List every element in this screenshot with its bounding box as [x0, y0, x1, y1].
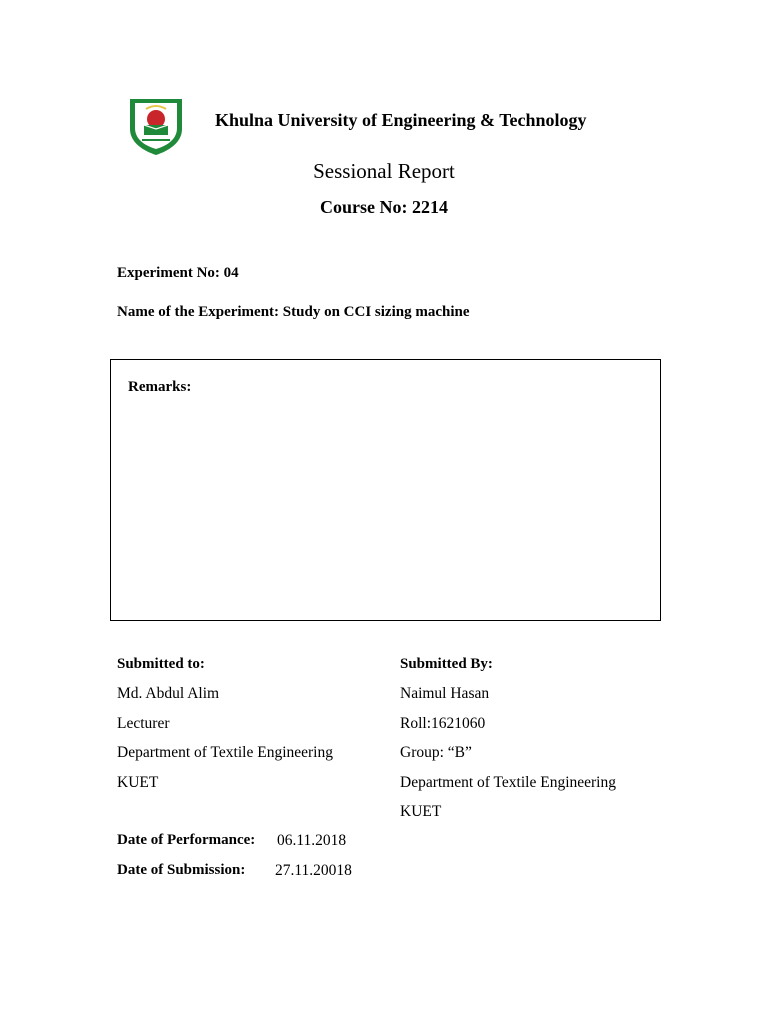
course-number: Course No: 2214 — [320, 197, 448, 217]
submitted-to-label: Submitted to: — [117, 656, 205, 672]
submitted-by-label: Submitted By: — [400, 656, 493, 672]
submitted-by-department: Department of Textile Engineering — [400, 774, 616, 791]
submitted-to-name: Md. Abdul Alim — [117, 685, 220, 702]
submitted-by-group: Group: “B” — [400, 744, 472, 761]
remarks-box — [110, 359, 661, 621]
submitted-to-department: Department of Textile Engineering — [117, 744, 333, 761]
university-name: Khulna University of Engineering & Technology — [215, 110, 587, 130]
date-of-performance-value: 06.11.2018 — [277, 832, 347, 849]
university-logo — [122, 95, 190, 157]
experiment-number: Experiment No: 04 — [117, 265, 239, 281]
submitted-to-institution: KUET — [117, 774, 159, 791]
submitted-by-institution: KUET — [400, 803, 442, 820]
date-of-performance-label: Date of Performance: — [117, 832, 256, 848]
remarks-label: Remarks: — [128, 379, 192, 395]
date-of-submission-label: Date of Submission: — [117, 862, 246, 878]
date-of-submission-value: 27.11.20018 — [275, 862, 352, 879]
submitted-by-name: Naimul Hasan — [400, 685, 490, 702]
submitted-by-roll: Roll:1621060 — [400, 715, 486, 732]
report-title: Sessional Report — [313, 159, 455, 183]
submitted-to-designation: Lecturer — [117, 715, 170, 732]
experiment-name: Name of the Experiment: Study on CCI sizing machine — [117, 304, 470, 320]
